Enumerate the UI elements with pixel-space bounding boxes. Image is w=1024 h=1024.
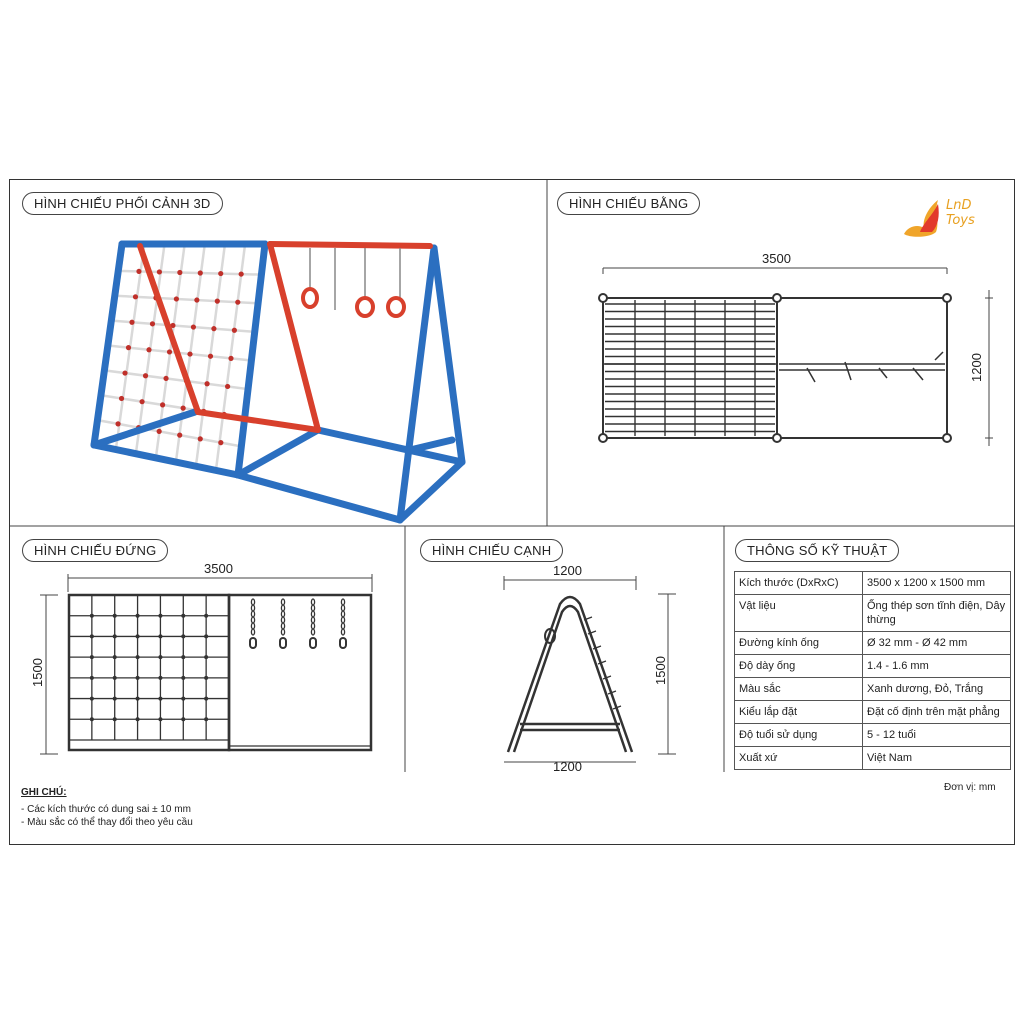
spec-label: Xuất xứ (735, 747, 863, 770)
flame-icon (900, 198, 944, 238)
spec-table (734, 571, 1011, 770)
top-view-title: HÌNH CHIẾU BẰNG (557, 192, 700, 215)
side-view-title: HÌNH CHIẾU CẠNH (420, 539, 563, 562)
spec-row (735, 724, 1011, 747)
side-height-dimension: 1500 (652, 656, 668, 685)
spec-label: Màu sắc (735, 678, 863, 701)
spec-label: Vật liệu (735, 595, 863, 632)
spec-value: Ống thép sơn tĩnh điện, Dây thừng (863, 595, 1011, 632)
top-view-drawing (595, 260, 1015, 480)
logo-text (946, 198, 975, 228)
side-top-dimension: 1200 (553, 563, 582, 578)
spec-row (735, 678, 1011, 701)
spec-row (735, 701, 1011, 724)
spec-value: 3500 x 1200 x 1500 mm (863, 572, 1011, 595)
logo-line1: LnD (946, 198, 972, 213)
spec-value: 5 - 12 tuổi (863, 724, 1011, 747)
spec-row (735, 572, 1011, 595)
note-line-1: - Các kích thước có dung sai ± 10 mm (21, 804, 191, 815)
specs-title: THÔNG SỐ KỸ THUẬT (735, 539, 899, 562)
side-view-drawing (498, 572, 698, 772)
spec-label: Kích thước (DxRxC) (735, 572, 863, 595)
ring-handles (303, 289, 404, 316)
perspective-view-title: HÌNH CHIẾU PHỐI CẢNH 3D (22, 192, 223, 215)
spec-value: 1.4 - 1.6 mm (863, 655, 1011, 678)
spec-value: Ø 32 mm - Ø 42 mm (863, 632, 1011, 655)
front-view-title: HÌNH CHIẾU ĐỨNG (22, 539, 168, 562)
spec-value: Việt Nam (863, 747, 1011, 770)
side-bottom-dimension: 1200 (553, 759, 582, 774)
spec-row (735, 747, 1011, 770)
perspective-illustration (80, 230, 480, 530)
unit-label: Đơn vị: mm (944, 782, 996, 793)
logo-line2: Toys (946, 213, 975, 228)
spec-label: Đường kính ống (735, 632, 863, 655)
notes-block (21, 786, 193, 829)
top-width-dimension: 3500 (762, 251, 791, 266)
spec-label: Kiểu lắp đặt (735, 701, 863, 724)
brand-logo (900, 198, 990, 238)
notes-heading: GHI CHÚ: (21, 787, 67, 798)
top-depth-dimension: 1200 (968, 353, 984, 382)
spec-value: Xanh dương, Đỏ, Trắng (863, 678, 1011, 701)
note-line-2: - Màu sắc có thể thay đổi theo yêu cầu (21, 817, 193, 828)
front-height-dimension: 1500 (29, 658, 45, 687)
front-width-dimension: 3500 (204, 561, 233, 576)
spec-row (735, 595, 1011, 632)
spec-row (735, 632, 1011, 655)
spec-label: Độ dày ống (735, 655, 863, 678)
spec-row (735, 655, 1011, 678)
front-view-drawing (40, 570, 400, 770)
gym-rings (310, 248, 400, 310)
spec-value: Đặt cố định trên mặt phẳng (863, 701, 1011, 724)
spec-label: Độ tuổi sử dụng (735, 724, 863, 747)
